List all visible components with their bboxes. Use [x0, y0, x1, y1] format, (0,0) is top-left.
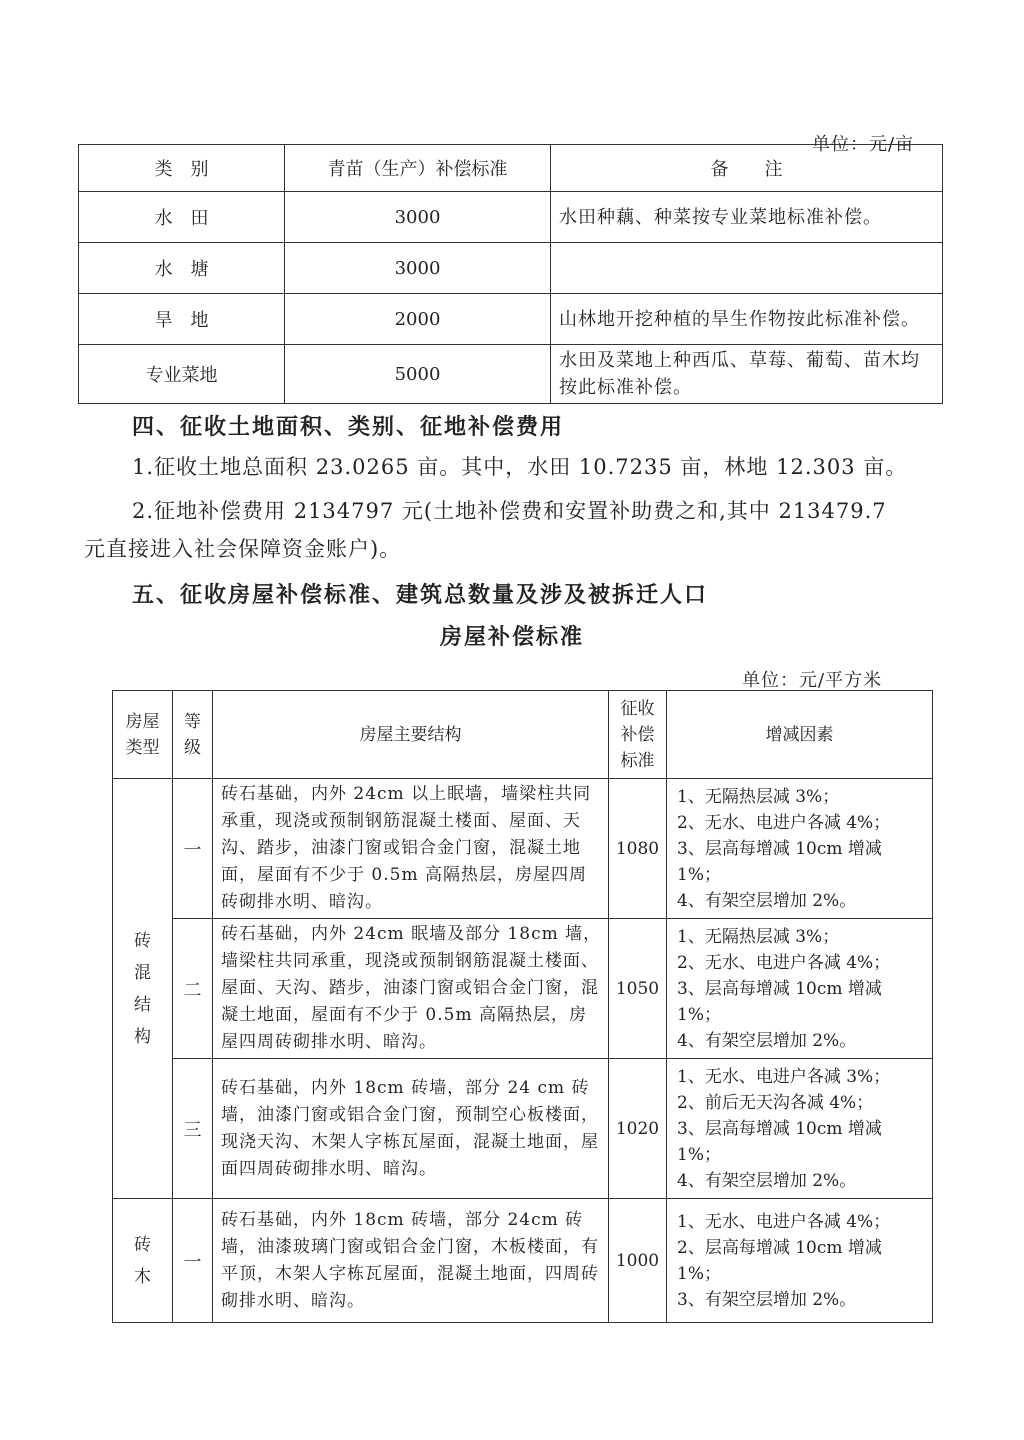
header-factors: 增减因素: [667, 691, 933, 779]
row-note: 水田种藕、种菜按专业菜地标准补偿。: [551, 192, 943, 243]
factor-item: 1、无水、电进户各减 3%；: [677, 1066, 891, 1087]
header-standard: 青苗（生产）补偿标准: [285, 145, 551, 192]
standard-cell: 1000: [609, 1199, 667, 1323]
standard-cell: 1080: [609, 779, 667, 919]
standard-cell: 1050: [609, 919, 667, 1059]
factor-item: 1、无隔热层减 3%；: [677, 926, 840, 947]
factor-item: 1、无隔热层减 3%；: [677, 786, 840, 807]
factor-item: 1、无水、电进户各减 4%；: [677, 1211, 891, 1232]
row-category: 水 田: [79, 192, 285, 243]
table-row: [79, 345, 943, 404]
section4-title: 四、征收土地面积、类别、征地补偿费用: [132, 415, 565, 440]
factors-cell: [667, 1059, 933, 1199]
factor-item: 3、层高每增减 10cm 增减 1%；: [677, 838, 882, 885]
header-standard: 征收补偿标准: [609, 691, 667, 779]
row-note: [551, 243, 943, 294]
factor-item: 2、无水、电进户各减 4%；: [677, 952, 891, 973]
type-cell-brick-wood: 砖木: [113, 1199, 173, 1323]
table2-unit: 单位：元/平方米: [742, 670, 883, 691]
factor-item: 4、有架空层增加 2%。: [677, 890, 857, 911]
section4-paragraph-2-line-2: 元直接进入社会保障资金账户)。: [84, 537, 402, 561]
section4-paragraph-2-line-1: 2.征地补偿费用 2134797 元(土地补偿费和安置补助费之和,其中 213479.7: [132, 499, 887, 523]
row-category: 水 塘: [79, 243, 285, 294]
grade-cell: 一: [173, 779, 213, 919]
factors-cell: [667, 1199, 933, 1323]
factor-item: 4、有架空层增加 2%。: [677, 1030, 857, 1051]
seedling-compensation-table: [78, 144, 943, 404]
row-category: 旱 地: [79, 294, 285, 345]
table-header-row: [79, 145, 943, 192]
house-compensation-table: [112, 690, 933, 1323]
factor-item: 3、有架空层增加 2%。: [677, 1289, 857, 1310]
factor-item: 3、层高每增减 10cm 增减 1%；: [677, 978, 882, 1025]
factors-cell: [667, 779, 933, 919]
factor-item: 4、有架空层增加 2%。: [677, 1170, 857, 1191]
table-row: [113, 1199, 933, 1323]
grade-cell: 三: [173, 1059, 213, 1199]
header-category: 类 别: [79, 145, 285, 192]
table-row: [113, 1059, 933, 1199]
row-category: 专业菜地: [79, 345, 285, 404]
table1-unit: 单位：元/亩: [812, 134, 915, 155]
table-header-row: [113, 691, 933, 779]
header-structure: 房屋主要结构: [213, 691, 609, 779]
grade-cell: 一: [173, 1199, 213, 1323]
header-type: 房屋类型: [113, 691, 173, 779]
table-row: [79, 294, 943, 345]
factor-item: 3、层高每增减 10cm 增减 1%；: [677, 1118, 882, 1165]
row-standard: 5000: [285, 345, 551, 404]
factors-cell: [667, 919, 933, 1059]
structure-cell: 砖石基础，内外 24cm 以上眠墙，墙梁柱共同承重，现浇或预制钢筋混凝土楼面、屋面、天沟、踏步，油漆门窗或铝合金门窗，混凝土地面，屋面有不少于 0.5m 高隔热层，房屋四周砖砌排水明、暗沟。: [213, 779, 609, 919]
table-row: [113, 919, 933, 1059]
table-row: [79, 192, 943, 243]
section5-title: 五、征收房屋补偿标准、建筑总数量及涉及被拆迁人口: [132, 583, 709, 608]
row-standard: 2000: [285, 294, 551, 345]
grade-cell: 二: [173, 919, 213, 1059]
row-standard: 3000: [285, 192, 551, 243]
header-grade: 等级: [173, 691, 213, 779]
section4-paragraph-1: 1.征收土地总面积 23.0265 亩。其中，水田 10.7235 亩，林地 12.303 亩。: [132, 455, 908, 479]
factor-item: 2、层高每增减 10cm 增减 1%；: [677, 1237, 882, 1284]
table2-title: 房屋补偿标准: [439, 625, 584, 650]
row-standard: 3000: [285, 243, 551, 294]
table-row: [79, 243, 943, 294]
type-cell-brick-concrete: 砖混结构: [113, 779, 173, 1199]
standard-cell: 1020: [609, 1059, 667, 1199]
row-note: 水田及菜地上种西瓜、草莓、葡萄、苗木均按此标准补偿。: [551, 345, 943, 404]
factor-item: 2、无水、电进户各减 4%；: [677, 812, 891, 833]
table-row: [113, 779, 933, 919]
factor-item: 2、前后无天沟各减 4%；: [677, 1092, 874, 1113]
header-note: 备 注: [551, 145, 943, 192]
structure-cell: 砖石基础，内外 24cm 眠墙及部分 18cm 墙，墙梁柱共同承重，现浇或预制钢筋混凝土楼面、屋面、天沟、踏步，油漆门窗或铝合金门窗，混凝土地面，屋面有不少于 0.5m 高隔热层，房屋四周砖砌排水明、暗沟。: [213, 919, 609, 1059]
structure-cell: 砖石基础，内外 18cm 砖墙，部分 24cm 砖墙，油漆玻璃门窗或铝合金门窗，木板楼面，有平顶，木架人字栋瓦屋面，混凝土地面，四周砖砌排水明、暗沟。: [213, 1199, 609, 1323]
row-note: 山林地开挖种植的旱生作物按此标准补偿。: [551, 294, 943, 345]
structure-cell: 砖石基础，内外 18cm 砖墙，部分 24 cm 砖墙，油漆门窗或铝合金门窗，预制空心板楼面，现浇天沟、木架人字栋瓦屋面，混凝土地面，屋面四周砖砌排水明、暗沟。: [213, 1059, 609, 1199]
